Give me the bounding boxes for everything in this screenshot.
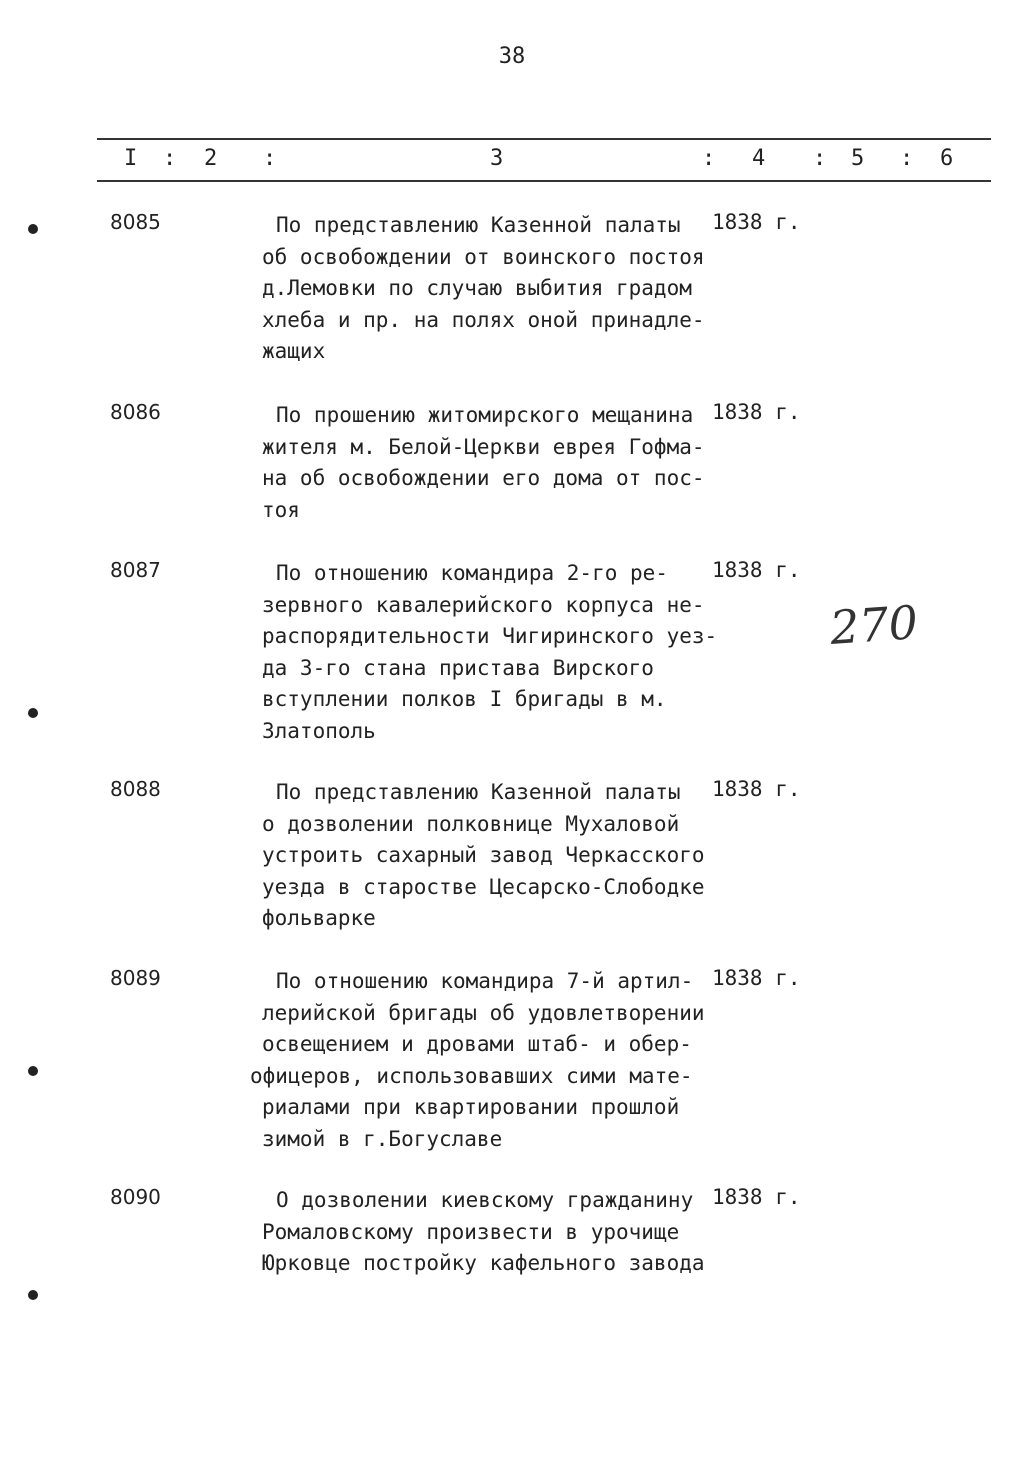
binding-hole-mark	[28, 224, 38, 234]
entry-description	[262, 777, 712, 935]
entry-number: 8085	[110, 210, 161, 234]
entry-year: 1838 г.	[712, 777, 801, 801]
description-line: зимой в г.Богуславе	[262, 1126, 503, 1151]
description-line: офицеров, использовавших сими мате-	[250, 1063, 693, 1088]
description-line: зервного кавалерийского корпуса не-	[262, 592, 705, 617]
entry-year: 1838 г.	[712, 1185, 801, 1209]
binding-hole-mark	[28, 1290, 38, 1300]
column-header-5: 5	[851, 146, 865, 171]
entry-number: 8086	[110, 400, 161, 424]
entry-number: 8088	[110, 777, 161, 801]
binding-hole-mark	[28, 708, 38, 718]
description-line: хлеба и пр. на полях оной принадле-	[262, 307, 705, 332]
description-line: на об освобождении его дома от пос-	[262, 466, 705, 490]
description-line: Юрковце постройку кафельного завода	[262, 1251, 705, 1275]
column-header-6: 6	[940, 146, 954, 171]
description-line: По представлению Казенной палаты	[276, 213, 681, 237]
entry-year: 1838 г.	[712, 966, 801, 990]
description-line: Ромаловскому произвести в урочище	[262, 1219, 680, 1244]
description-line: освещением и дровами штаб- и обер-	[262, 1032, 692, 1056]
description-line: жителя м. Белой-Церкви еврея Гофма-	[262, 434, 705, 459]
entry-number: 8087	[110, 558, 161, 582]
column-separator: :	[702, 146, 716, 171]
description-line: Златополь	[262, 718, 376, 743]
description-line: жащих	[262, 339, 326, 363]
description-line: По отношению командира 7-й артил-	[276, 969, 694, 993]
column-header-2: 2	[204, 146, 218, 171]
description-line: тоя	[262, 497, 300, 522]
column-separator: :	[263, 146, 277, 171]
description-line: да 3-го стана пристава Вирского	[262, 655, 654, 680]
column-header-4: 4	[752, 146, 766, 171]
description-line: лерийской бригады об удовлетворении	[262, 1000, 705, 1025]
entry-description	[262, 210, 712, 368]
column-separator: :	[900, 146, 914, 171]
entry-description	[250, 966, 712, 1155]
entry-description	[262, 400, 712, 526]
description-line: вступлении полков I бригады в м.	[262, 687, 667, 711]
column-header-1: I	[124, 146, 138, 171]
binding-hole-mark	[28, 1066, 38, 1076]
description-line: риалами при квартировании прошлой	[262, 1095, 680, 1119]
description-line: д.Лемовки по случаю выбития градом	[262, 276, 692, 300]
entry-year: 1838 г.	[712, 558, 801, 582]
description-line: По отношению командира 2-го ре-	[276, 561, 668, 585]
column-separator: :	[163, 146, 177, 171]
entry-description	[262, 558, 718, 747]
column-header-3: 3	[490, 146, 504, 171]
entry-year: 1838 г.	[712, 210, 801, 234]
header-top-rule	[97, 138, 991, 140]
description-line: По прошению житомирского мещанина	[276, 403, 694, 427]
handwritten-folio-number: 270	[828, 595, 920, 655]
description-line: устроить сахарный завод Черкасского	[262, 843, 705, 867]
description-line: По представлению Казенной палаты	[276, 780, 681, 804]
entry-number: 8089	[110, 966, 161, 990]
entry-description	[262, 1185, 712, 1280]
entry-year: 1838 г.	[712, 400, 801, 424]
description-line: об освобождении от воинского постоя	[262, 244, 705, 269]
description-line: фольварке	[262, 906, 376, 930]
column-separator: :	[813, 146, 827, 171]
description-line: уезда в старостве Цесарско-Слободке	[262, 874, 705, 899]
description-line: О дозволении киевскому гражданину	[276, 1188, 694, 1212]
description-line: распорядительности Чигиринского уез-	[262, 624, 718, 648]
page-number: 38	[498, 44, 526, 69]
description-line: о дозволении полковнице Мухаловой	[262, 811, 680, 836]
header-bottom-rule	[97, 180, 991, 182]
entry-number: 8090	[110, 1185, 161, 1209]
